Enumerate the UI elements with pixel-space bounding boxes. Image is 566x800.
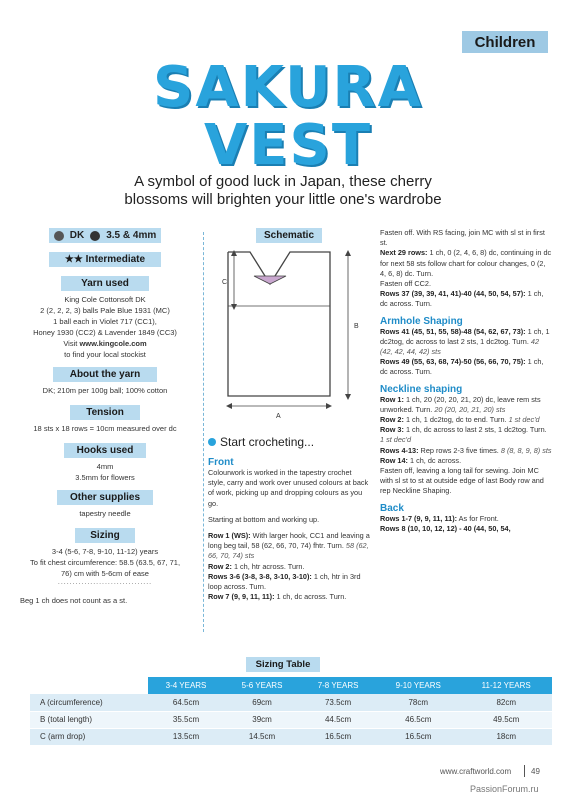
badge-row <box>49 228 161 243</box>
hook-line: 3.5mm for flowers <box>75 473 135 482</box>
other-supplies-text: tapestry needle <box>79 509 131 518</box>
row-count: 58 (62, 66, 70, 74) sts <box>208 541 369 561</box>
beg-note: Beg 1 ch does not count as a st. <box>20 596 128 605</box>
dotted-divider: ................................ <box>57 579 153 586</box>
hooks-used-text <box>18 461 192 483</box>
row-count: 8 (8, 8, 9, 8) sts <box>500 445 552 455</box>
arrowhead <box>345 250 351 256</box>
row-label: Rows 4-13: <box>380 445 419 455</box>
table-cell: 14.5cm <box>224 728 300 745</box>
fasten-end: Fasten off, leaving a long tail for sewing. Join MC with sl st to st at outside edge of last Body row and rep Neckline Shaping. <box>380 466 544 496</box>
row-text: Rep rows 2-3 five times. <box>418 445 501 455</box>
neckline-heading: Neckline shaping <box>380 383 463 395</box>
info-column <box>18 228 192 605</box>
table-corner <box>30 677 148 694</box>
row-label: Row 2: <box>208 561 232 571</box>
row-label: Rows 41 (45, 51, 55, 58)-48 (54, 62, 67, 73): <box>380 326 526 336</box>
watermark: PassionForum.ru <box>470 784 539 794</box>
row-count: 1 st dec'd <box>380 435 412 445</box>
front-row-2 <box>208 562 370 572</box>
table-cell: 82cm <box>460 694 552 711</box>
row-label: Next 29 rows: <box>380 248 428 258</box>
table-header: 5-6 YEARS <box>224 677 300 694</box>
tension-text: 18 sts x 18 rows = 10cm measured over dc <box>33 424 177 433</box>
other-supplies-heading: Other supplies <box>57 490 153 505</box>
vest-outline <box>228 252 330 396</box>
neck-row-14 <box>380 456 552 466</box>
table-cell: 49.5cm <box>460 711 552 728</box>
table-cell: 16.5cm <box>300 728 376 745</box>
kingcole-link[interactable]: www.kingcole.com <box>79 339 147 348</box>
section-tag: Children <box>462 31 548 53</box>
about-yarn-text: DK; 210m per 100g ball; 100% cotton <box>42 386 168 395</box>
yarn-weight: DK <box>69 230 85 241</box>
arrowhead <box>226 403 232 409</box>
table-cell: 44.5cm <box>300 711 376 728</box>
label-a: A <box>276 413 281 420</box>
fasten-cc2: Fasten off CC2. <box>380 279 431 289</box>
about-yarn-heading: About the yarn <box>53 367 157 382</box>
subtitle <box>100 173 466 209</box>
front-start-note: Starting at bottom and working up. <box>208 514 320 524</box>
arrowhead <box>345 394 351 400</box>
skill-badge: ★★ Intermediate <box>49 252 161 267</box>
front-row-7 <box>208 592 370 602</box>
column-divider <box>203 232 204 632</box>
rows-49 <box>380 357 552 377</box>
row-count: 42 (42, 42, 44, 42) sts <box>380 336 540 357</box>
neck-row-3 <box>380 425 552 445</box>
table-row <box>30 711 552 728</box>
hooks-used-heading: Hooks used <box>64 443 146 458</box>
neck-row-2 <box>380 415 552 425</box>
table-cell: 39cm <box>224 711 300 728</box>
sizing-line: 76) cm with 5-6cm of ease <box>61 569 149 578</box>
row-count: 20 (20, 20, 21, 20) sts <box>434 404 506 414</box>
yarn-line: 1 ball each in Violet 717 (CC1), <box>53 317 157 326</box>
back-rows-8 <box>380 524 552 534</box>
row-text: 1 ch, 20 (20, 20, 21, 20) dc, leave rem sts unworked. Turn. <box>380 394 541 414</box>
row-label: Rows 49 (55, 63, 68, 74)-50 (56, 66, 70, 75): <box>380 357 526 367</box>
label-c: C <box>222 279 228 286</box>
row-label-cell: A (circumference) <box>30 694 148 711</box>
sizing-table-title: Sizing Table <box>246 657 320 672</box>
tension-heading: Tension <box>70 405 140 420</box>
table-header: 9-10 YEARS <box>376 677 460 694</box>
footer-divider <box>524 765 525 777</box>
bullet-icon <box>208 438 216 446</box>
page-number: 49 <box>531 767 540 776</box>
footer-url[interactable]: www.craftworld.com <box>440 767 512 776</box>
front-row-1 <box>208 531 370 562</box>
neck-rows-4-13 <box>380 446 552 456</box>
row-label: Row 14: <box>380 455 408 465</box>
row-label-cell: C (arm drop) <box>30 728 148 745</box>
row-label: Rows 3-6 (3-8, 3-8, 3-10, 3-10): <box>208 571 312 581</box>
arrowhead <box>231 250 237 256</box>
row-label: Row 7 (9, 9, 11, 11): <box>208 592 275 602</box>
row-label: Row 2: <box>380 415 404 425</box>
neck-row-1 <box>380 395 552 415</box>
yarn-line: King Cole Cottonsoft DK <box>64 295 146 304</box>
row-text: 1 ch, 1 dc2tog, dc across to last 2 sts, 1 dc2tog. Turn. <box>380 326 550 346</box>
yarn-line: 2 (2, 2, 2, 3) balls Pale Blue 1931 (MC) <box>40 306 170 315</box>
sizing-heading: Sizing <box>75 528 135 543</box>
table-cell: 16.5cm <box>376 728 460 745</box>
start-section <box>208 433 370 602</box>
rows-41 <box>380 327 552 358</box>
row-text: 1 ch, dc across to last 2 sts, 1 dc2tog. Turn. <box>403 425 547 435</box>
table-cell: 46.5cm <box>376 711 460 728</box>
yarn-line: Honey 1930 (CC2) & Lavender 1849 (CC3) <box>33 328 177 337</box>
row-label: Row 1 (WS): <box>208 531 251 541</box>
hook-size: 3.5 & 4mm <box>106 230 157 241</box>
fasten-intro: Fasten off. With RS facing, join MC with sl st in first st. <box>380 228 545 248</box>
table-row <box>30 694 552 711</box>
title-line-2: VEST <box>203 113 373 178</box>
yarn-used-heading: Yarn used <box>61 276 149 291</box>
next-29-rows <box>380 248 552 279</box>
row-text: 1 ch, dc across. Turn. <box>380 357 544 377</box>
rows-37 <box>380 289 552 309</box>
table-cell: 13.5cm <box>148 728 224 745</box>
subtitle-line-2: blossoms will brighten your little one's wardrobe <box>124 191 442 208</box>
right-column <box>380 228 552 534</box>
row-text: 1 ch, dc across. Turn. <box>274 592 347 602</box>
middle-column <box>208 228 370 602</box>
row-text: 1 ch, dc across. Turn. <box>380 289 544 309</box>
sizing-line: 3-4 (5-6, 7-8, 9-10, 11-12) years <box>51 547 159 556</box>
stockist-line: to find your local stockist <box>64 350 146 359</box>
table-header: 7-8 YEARS <box>300 677 376 694</box>
back-heading: Back <box>380 502 404 514</box>
front-rows-3-6 <box>208 572 370 592</box>
row-text: 1 ch, htr across. Turn. <box>231 561 305 571</box>
row-text: 1 ch, 0 (2, 4, 6, 8) dc, continuing in dc for next 58 sts follow chart for colour changes, 0 (2, 4, 6, 8) dc. Turn. <box>380 248 552 278</box>
table-header: 3-4 YEARS <box>148 677 224 694</box>
front-heading: Front <box>208 457 234 468</box>
table-cell: 35.5cm <box>148 711 224 728</box>
yarn-used-text <box>18 294 192 360</box>
title-line-1: SAKURA <box>152 55 423 120</box>
start-heading: Start crocheting... <box>220 435 315 449</box>
visit-prefix: Visit <box>63 339 80 348</box>
row-text: As for Front. <box>457 513 499 523</box>
schematic-heading: Schematic <box>256 228 322 243</box>
yarn-ball-icon <box>54 231 64 241</box>
row-label: Row 3: <box>380 425 404 435</box>
visit-line <box>18 338 192 349</box>
table-header-row <box>30 677 552 694</box>
sizing-table <box>30 677 552 746</box>
armhole-heading: Armhole Shaping <box>380 315 463 327</box>
row-text: 1 ch, 1 dc2tog, dc to end. Turn. <box>403 415 509 425</box>
hook-icon <box>90 231 100 241</box>
subtitle-line-1: A symbol of good luck in Japan, these cherry <box>134 173 432 190</box>
table-cell: 73.5cm <box>300 694 376 711</box>
table-row <box>30 728 552 745</box>
table-header: 11-12 YEARS <box>460 677 552 694</box>
schematic-diagram <box>208 246 370 446</box>
arrowhead <box>231 304 237 310</box>
start-heading-row <box>208 433 370 451</box>
row-text: 1 ch, dc across. <box>407 455 462 465</box>
row-text: 1 ch, htr in 3rd loop across. Turn. <box>208 571 361 592</box>
row-label: Rows 8 (10, 10, 12, 12) - 40 (44, 50, 54, <box>380 523 511 533</box>
arrowhead <box>326 403 332 409</box>
table-cell: 64.5cm <box>148 694 224 711</box>
label-b: B <box>354 323 359 330</box>
table-cell: 18cm <box>460 728 552 745</box>
sizing-line: To fit chest circumference: 58.5 (63.5, 67, 71, <box>29 558 181 567</box>
back-rows-1-7 <box>380 514 552 524</box>
table-cell: 69cm <box>224 694 300 711</box>
sizing-text <box>18 546 192 579</box>
table-cell: 78cm <box>376 694 460 711</box>
row-text: With larger hook, CC1 and leaving a long beg tail, 58 (62, 66, 70, 74) fhtr. Turn. <box>208 531 370 551</box>
row-label: Rows 1-7 (9, 9, 11, 11): <box>380 513 458 523</box>
row-label: Rows 37 (39, 39, 41, 41)-40 (44, 50, 54, 57): <box>380 289 526 299</box>
front-intro: Colourwork is worked in the tapestry crochet style, carry and work over unused colours at back of work, picking up and dropping colours as you go. <box>208 468 369 508</box>
neck-trim <box>254 276 286 284</box>
row-count: 1 st dec'd <box>508 415 540 425</box>
hook-line: 4mm <box>96 462 114 471</box>
row-label-cell: B (total length) <box>30 711 148 728</box>
row-label: Row 1: <box>380 394 404 404</box>
